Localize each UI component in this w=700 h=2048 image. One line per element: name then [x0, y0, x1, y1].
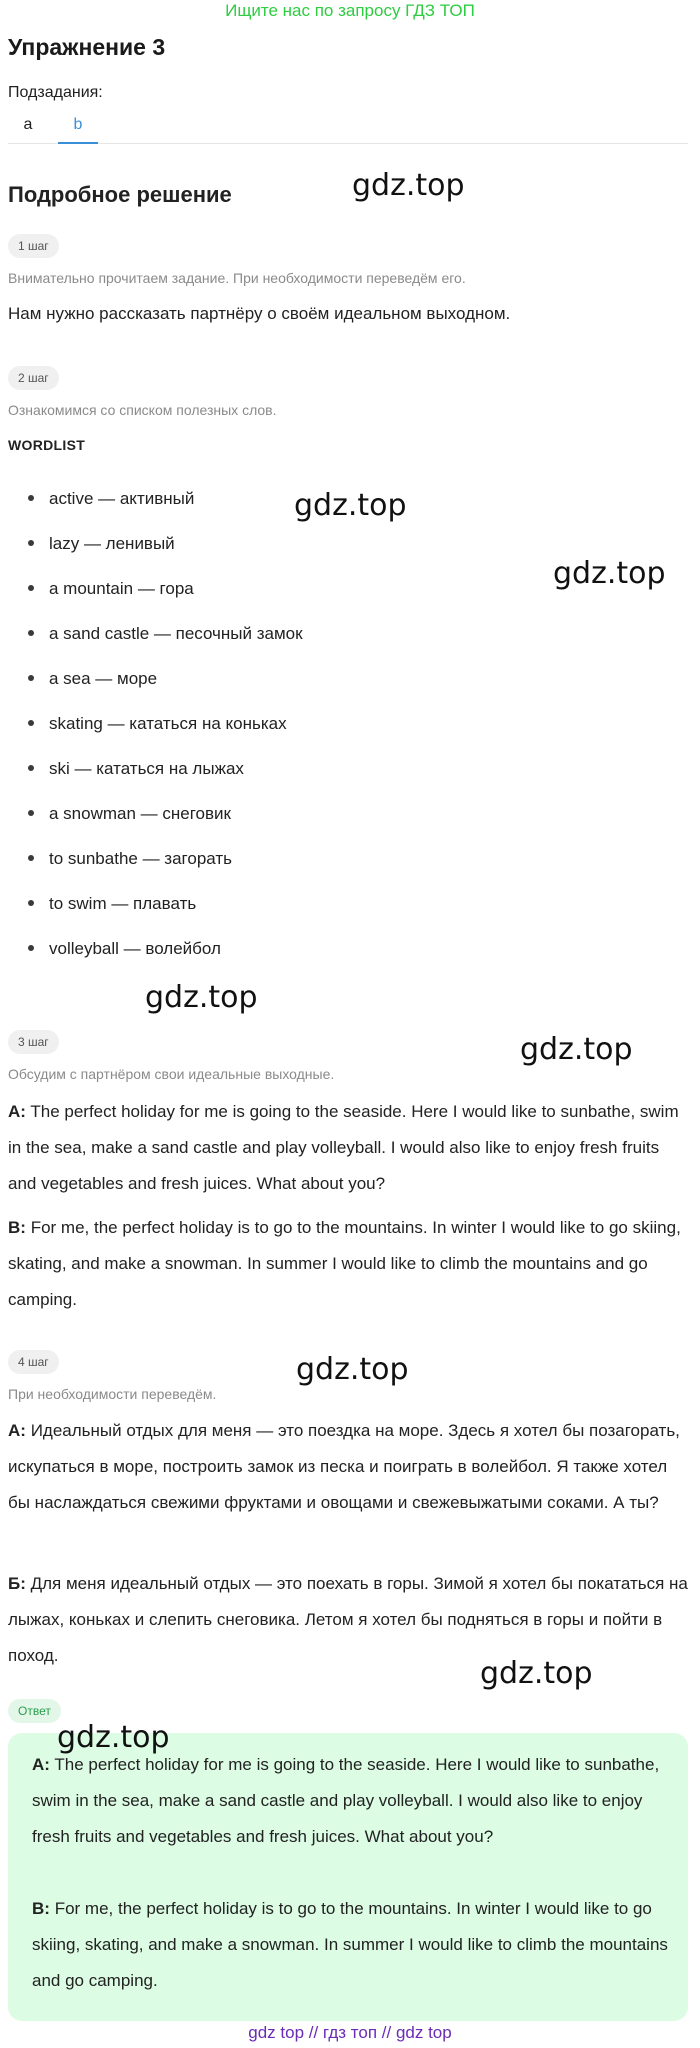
word-entry: to sunbathe — загорать — [49, 849, 233, 868]
answer-badge: Ответ — [8, 1699, 61, 1723]
bullet-icon — [28, 810, 34, 816]
subtasks-label: Подзадания: — [8, 84, 103, 101]
list-item — [0, 840, 700, 885]
dialog-en-b-text: For me, the perfect holiday is to go to the mountains. In winter I would like to go skiing, skating, and make a snowman. In summer I would like to climb the mountains and go camping. — [8, 1218, 681, 1309]
answer-a — [32, 1747, 672, 1855]
list-item — [0, 795, 700, 840]
word-list — [0, 480, 700, 975]
speaker-b-label: B: — [32, 1899, 50, 1918]
answer-b-text: For me, the perfect holiday is to go to the mountains. In winter I would like to go skiing, skating, and make a snowman. In summer I would like to climb the mountains and go camping. — [32, 1899, 668, 1990]
list-item — [0, 930, 700, 975]
answer-b — [32, 1891, 672, 1999]
watermark: gdz.top — [480, 1656, 593, 1691]
step-hint: Обсудим с партнёром свои идеальные выходные. — [8, 1066, 335, 1082]
tab-a[interactable]: a — [23, 116, 33, 133]
step-badge: 4 шаг — [8, 1350, 59, 1374]
watermark: gdz.top — [145, 980, 258, 1015]
dialog-ru-a — [8, 1413, 692, 1521]
word-entry: a mountain — гора — [49, 579, 194, 598]
list-item — [0, 660, 700, 705]
bullet-icon — [28, 675, 34, 681]
step-badge: 1 шаг — [8, 234, 59, 258]
watermark: gdz.top — [57, 1720, 170, 1755]
speaker-a-label: A: — [32, 1755, 50, 1774]
step-badge: 3 шаг — [8, 1030, 59, 1054]
word-entry: skating — кататься на коньках — [49, 714, 287, 733]
dialog-ru-b-text: Для меня идеальный отдых — это поехать в горы. Зимой я хотел бы покататься на лыжах, коньках и слепить снеговика. Летом я хотел бы подняться в горы и пойти в поход. — [8, 1574, 688, 1665]
speaker-a-label: A: — [8, 1102, 26, 1121]
dialog-en-a — [8, 1094, 692, 1202]
step-badge: 2 шаг — [8, 366, 59, 390]
word-entry: volleyball — волейбол — [49, 939, 221, 958]
bullet-icon — [28, 900, 34, 906]
bullet-icon — [28, 945, 34, 951]
word-entry: active — активный — [49, 489, 195, 508]
subtask-tabs — [8, 112, 688, 144]
footer-links[interactable]: gdz top // гдз топ // gdz top — [248, 2023, 452, 2042]
bullet-icon — [28, 720, 34, 726]
bullet-icon — [28, 540, 34, 546]
wordlist-title: WORDLIST — [8, 437, 86, 453]
speaker-b-label: Б: — [8, 1574, 26, 1593]
bullet-icon — [28, 765, 34, 771]
word-entry: a sand castle — песочный замок — [49, 624, 303, 643]
bullet-icon — [28, 495, 34, 501]
top-banner[interactable]: Ищите нас по запросу ГДЗ ТОП — [225, 1, 475, 20]
watermark: gdz.top — [520, 1032, 633, 1067]
solution-title: Подробное решение — [8, 182, 232, 207]
watermark: gdz.top — [296, 1352, 409, 1387]
bullet-icon — [28, 585, 34, 591]
word-entry: a sea — море — [49, 669, 158, 688]
list-item — [0, 885, 700, 930]
answer-box — [8, 1733, 688, 2021]
dialog-ru-a-text: Идеальный отдых для меня — это поездка на море. Здесь я хотел бы позагорать, искупаться в море, построить замок из песка и поиграть в волейбол. Я также хотел бы наслаждаться свежими фруктами и овощами и свежевыжатыми соками. А ты? — [8, 1421, 680, 1512]
list-item — [0, 705, 700, 750]
watermark: gdz.top — [352, 168, 465, 203]
step-hint: Ознакомимся со списком полезных слов. — [8, 402, 277, 418]
word-entry: ski — кататься на лыжах — [49, 759, 244, 778]
watermark: gdz.top — [553, 556, 666, 591]
list-item — [0, 750, 700, 795]
word-entry: to swim — плавать — [49, 894, 197, 913]
speaker-b-label: B: — [8, 1218, 26, 1237]
step-hint: При необходимости переведём. — [8, 1386, 217, 1402]
step-text: Нам нужно рассказать партнёру о своём идеальном выходном. — [8, 304, 511, 323]
answer-a-text: The perfect holiday for me is going to the seaside. Here I would like to sunbathe, swim in the sea, make a sand castle and play volleyball. I would also like to enjoy fresh fruits and vegetables and fresh juices. What about you? — [32, 1755, 660, 1846]
step-hint: Внимательно прочитаем задание. При необходимости переведём его. — [8, 270, 466, 286]
bullet-icon — [28, 855, 34, 861]
dialog-en-b — [8, 1210, 692, 1318]
dialog-en-a-text: The perfect holiday for me is going to the seaside. Here I would like to sunbathe, swim in the sea, make a sand castle and play volleyball. I would also like to enjoy fresh fruits and vegetables and fresh juices. What about you? — [8, 1102, 679, 1193]
bullet-icon — [28, 630, 34, 636]
speaker-a-label: А: — [8, 1421, 26, 1440]
page-title: Упражнение 3 — [8, 34, 166, 60]
word-entry: a snowman — снеговик — [49, 804, 231, 823]
word-entry: lazy — ленивый — [49, 534, 175, 553]
list-item — [0, 615, 700, 660]
watermark: gdz.top — [294, 488, 407, 523]
tab-b[interactable]: b — [58, 112, 98, 144]
